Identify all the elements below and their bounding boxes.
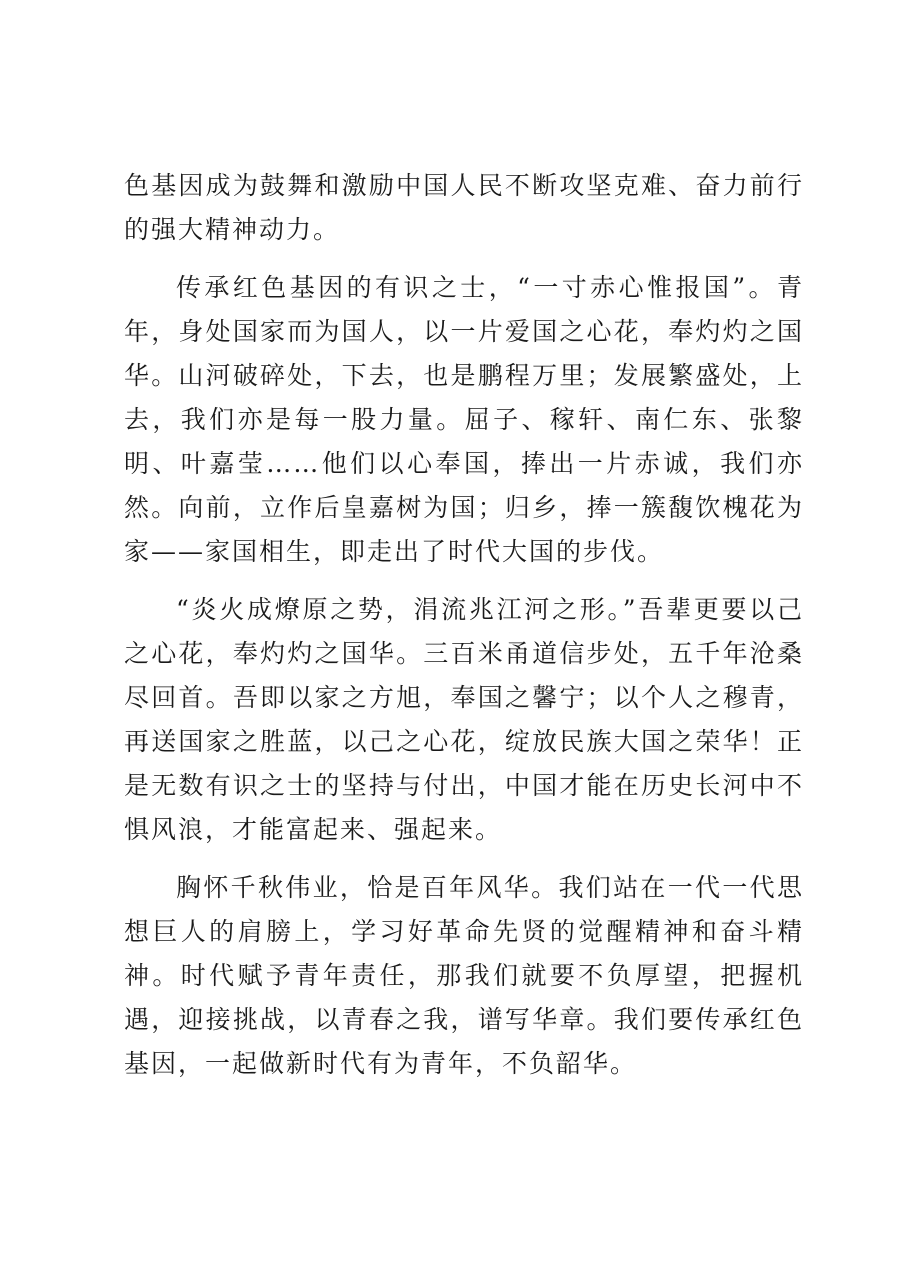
paragraph: 胸怀千秋伟业，恰是百年风华。我们站在一代一代思想巨人的肩膀上，学习好革命先贤的觉醒精神和奋斗精神。时代赋予青年责任，那我们就要不负厚望，把握机遇，迎接挑战，以青春之我，谱写华章。我们要传承红色基因，一起做新时代有为青年，不负韶华。 (124, 873, 804, 1078)
paragraph: “炎火成燎原之势，涓流兆江河之形。”吾辈更要以己之心花，奉灼灼之国华。三百米甬道信步处，五千年沧桑尽回首。吾即以家之方旭，奉国之馨宁；以个人之穆青，再送国家之胜蓝，以己之心花，绽放民族大国之荣华！正是无数有识之士的坚持与付出，中国才能在历史长河中不惧风浪，才能富起来、强起来。 (124, 595, 804, 844)
paragraph-continued: 色基因成为鼓舞和激励中国人民不断攻坚克难、奋力前行的强大精神动力。 (124, 171, 804, 244)
document-body (124, 164, 804, 1100)
paragraph: 传承红色基因的有识之士，“一寸赤心惟报国”。青年，身处国家而为国人，以一片爱国之心花，奉灼灼之国华。山河破碎处，下去，也是鹏程万里；发展繁盛处，上去，我们亦是每一股力量。屈子、稼轩、南仁东、张黎明、叶嘉莹……他们以心奉国，捧出一片赤诚，我们亦然。向前，立作后皇嘉树为国；归乡，捧一簇馥饮槐花为家——家国相生，即走出了时代大国的步伐。 (124, 273, 804, 566)
